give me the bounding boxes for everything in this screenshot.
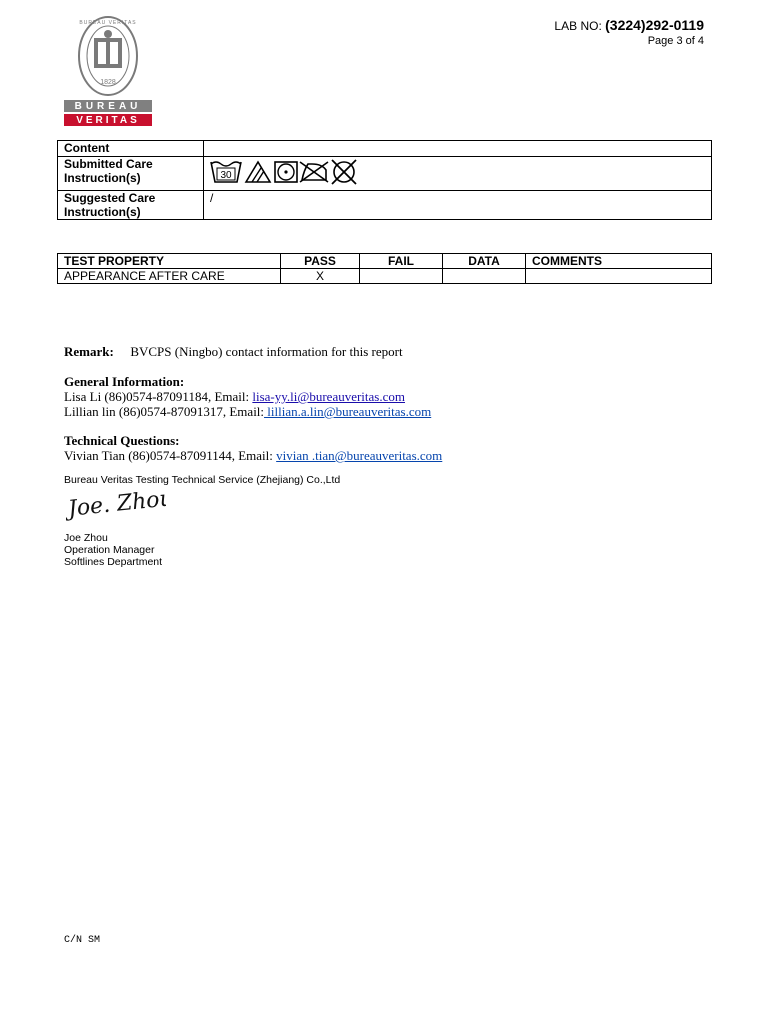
signer-title: Operation Manager [64,544,155,556]
signer-block [64,532,162,568]
cell-pass: X [281,269,360,284]
table-row [58,191,712,220]
care-symbols [204,157,712,191]
company-name: Bureau Veritas Testing Technical Service (Zhejiang) Co.,Ltd [64,474,341,486]
email-link-lisa[interactable]: lisa-yy.li@bureauveritas.com [252,389,405,404]
table-row [58,141,712,157]
remark-text: BVCPS (Ningbo) contact information for this report [130,344,403,359]
bureau-veritas-logo [62,14,154,130]
do-not-iron-icon [300,162,328,182]
email-link-vivian[interactable]: vivian .tian@bureauveritas.com [276,448,443,463]
page-number: Page 3 of 4 [647,35,704,47]
do-not-dryclean-icon [332,160,356,184]
cell-fail [360,269,443,284]
svg-text:1828: 1828 [100,79,116,86]
test-result-table [57,253,712,284]
cell-test-property: APPEARANCE AFTER CARE [58,269,281,284]
header-fail: FAIL [360,254,443,269]
signer-name: Joe Zhou [64,532,108,544]
header-test-property: TEST PROPERTY [58,254,281,269]
email-link-lillian[interactable]: lillian.a.lin@bureauveritas.com [264,404,432,419]
remark [64,344,403,359]
technical-title: Technical Questions: [64,433,180,448]
no-bleach-icon [246,162,270,182]
signature-icon [66,486,166,522]
svg-text:BUREAU VERITAS: BUREAU VERITAS [79,20,137,26]
bureau-veritas-seal-icon [62,14,154,130]
signer-department: Softlines Department [64,556,163,568]
svg-text:VERITAS: VERITAS [76,115,140,126]
table-row [58,157,712,191]
table-header-row [58,254,712,269]
content-value [204,141,712,157]
suggested-care-value: / [204,191,712,220]
footer-code: C/N SM [64,935,101,946]
suggested-care-label: Suggested Care Instruction(s) [58,191,204,220]
svg-text:30: 30 [220,170,232,181]
header-pass: PASS [281,254,360,269]
contact-vivian: Vivian Tian (86)0574-87091144, Email: [64,448,277,463]
tumble-dry-low-icon [275,162,297,182]
cell-comments [526,269,712,284]
contact-lillian: Lillian lin (86)0574-87091317, Email: [64,404,265,419]
wash-30-icon [211,162,241,182]
submitted-care-label: Submitted Care Instruction(s) [58,157,204,191]
care-instructions-table [57,140,712,220]
cell-data [443,269,526,284]
svg-text:BUREAU: BUREAU [74,101,142,112]
header-comments: COMMENTS [526,254,712,269]
svg-text:Joe. Zhou: Joe. Zhou [66,486,166,522]
technical-questions [64,433,442,463]
signature-image [66,486,166,527]
lab-number [554,18,704,33]
table-row [58,269,712,284]
contact-lisa: Lisa Li (86)0574-87091184, Email: [64,389,253,404]
header-data: DATA [443,254,526,269]
remark-label: Remark: [64,344,114,359]
general-info-title: General Information: [64,374,185,389]
general-information [64,374,431,419]
content-label: Content [58,141,204,157]
lab-number-label: LAB NO: [554,19,602,33]
lab-number-value: (3224)292-0119 [605,17,704,33]
